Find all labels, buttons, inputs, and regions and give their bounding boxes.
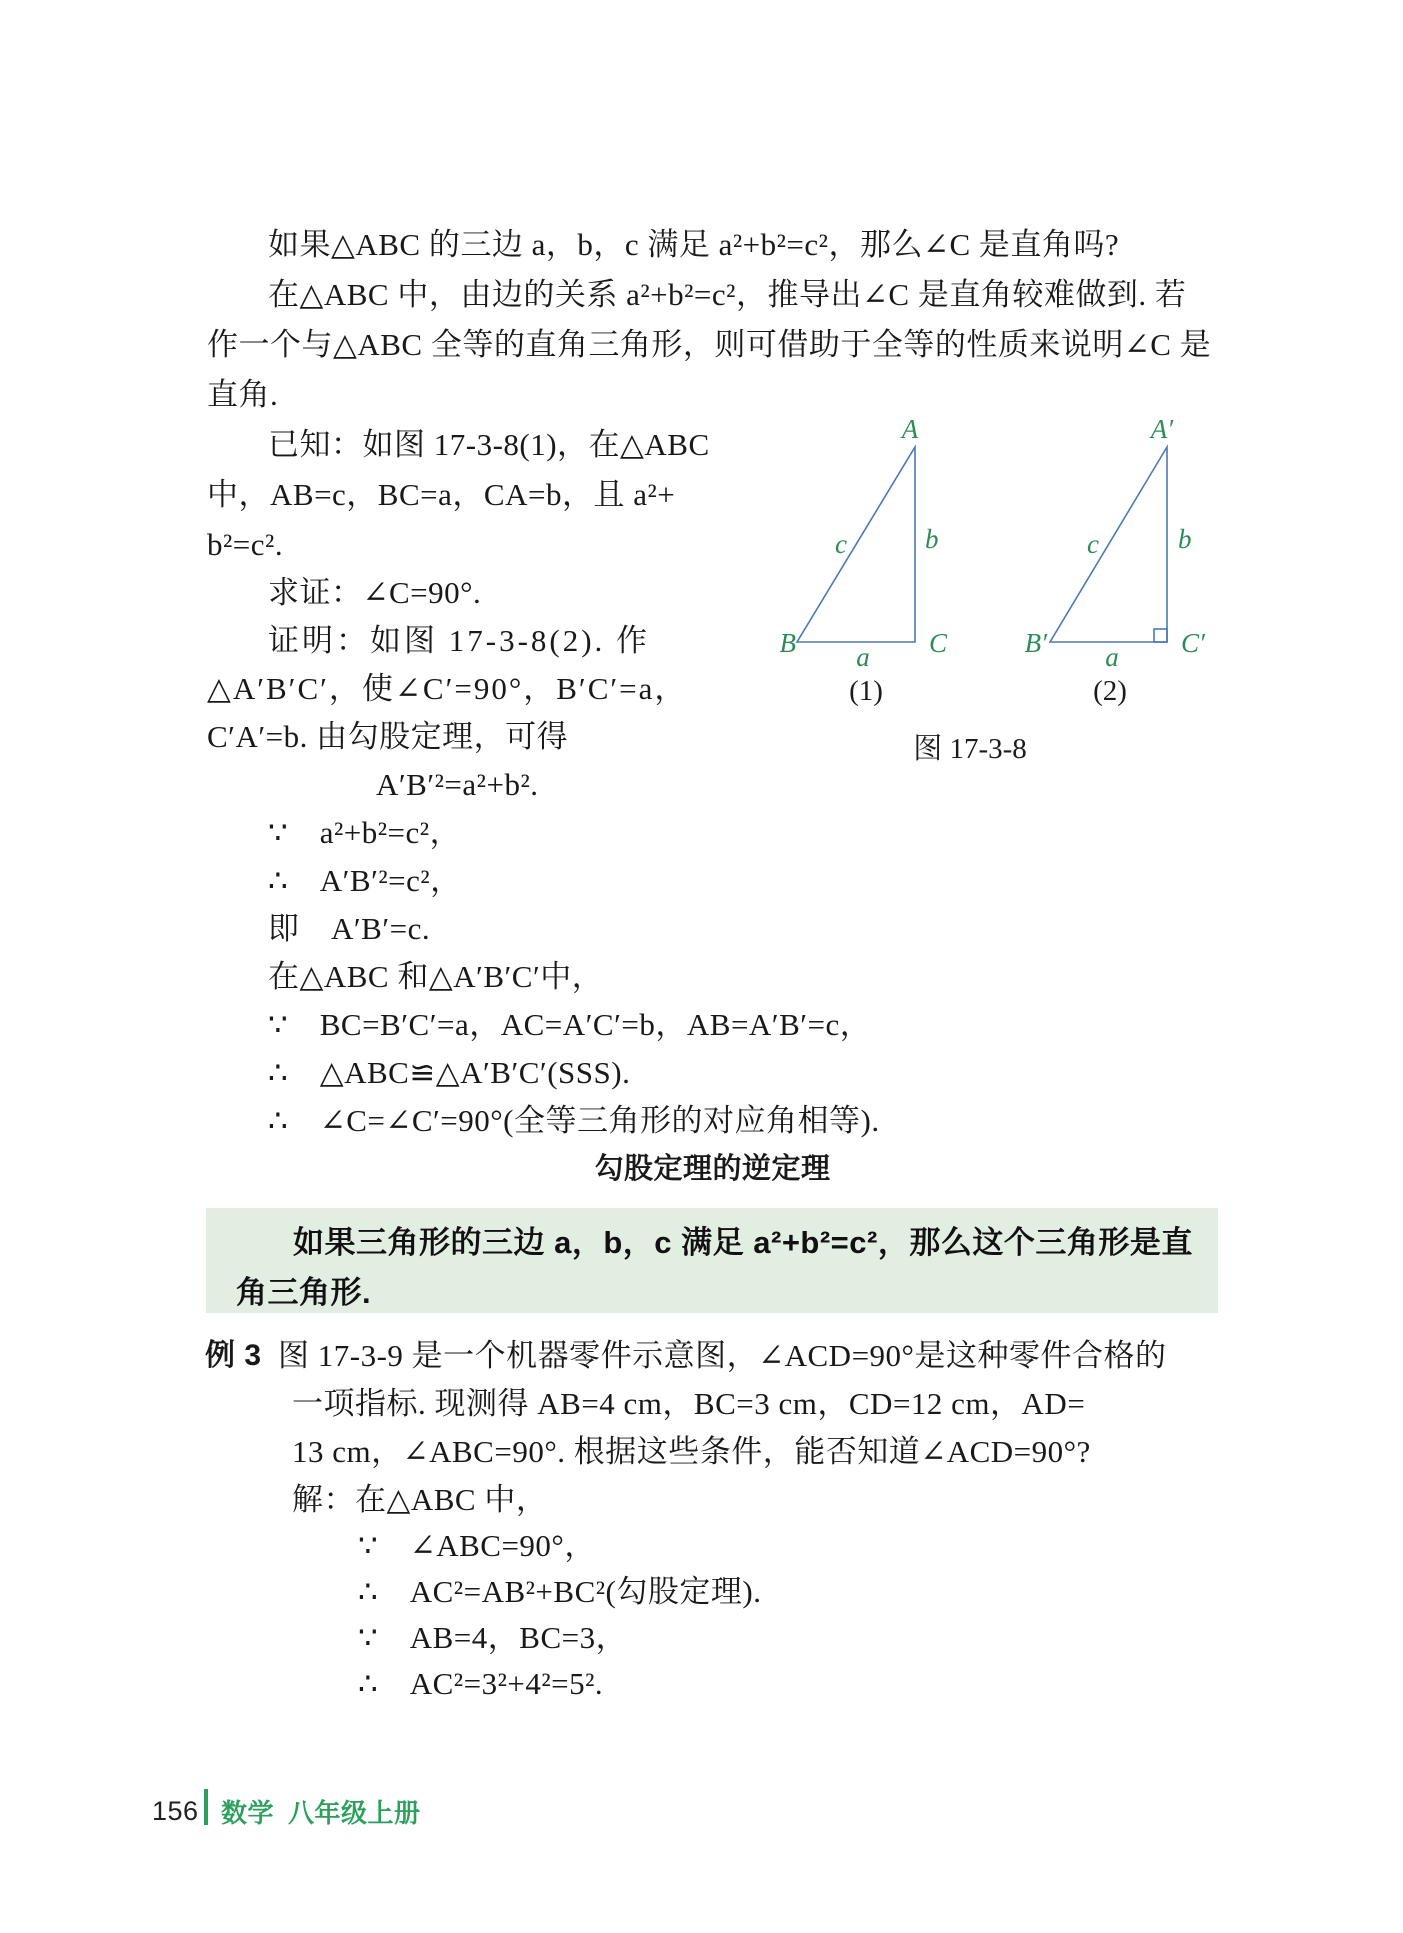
triangle-abc-outline xyxy=(797,447,915,642)
side-label-b: b xyxy=(925,524,939,554)
proof-step: ∴ ∠C=∠C′=90°(全等三角形的对应角相等). xyxy=(268,1103,880,1138)
example-solution-line: ∵ AB=4，BC=3， xyxy=(358,1620,628,1655)
proof-intro-line: 证明：如图 17-3-8(2). 作 xyxy=(268,623,651,658)
proof-step: ∵ BC=B′C′=a，AC=A′C′=b，AB=A′B′=c， xyxy=(268,1007,872,1042)
example-problem-line: 一项指标. 现测得 AB=4 cm，BC=3 cm，CD=12 cm，AD= xyxy=(292,1386,1086,1421)
proof-step: ∴ A′B′²=c²， xyxy=(268,863,462,898)
given-line: b²=c². xyxy=(207,527,284,562)
example-solution-line: ∴ AC²=AB²+BC²(勾股定理). xyxy=(358,1574,762,1609)
example-solution-line: 解：在△ABC 中， xyxy=(292,1482,548,1517)
figure-17-3-8 xyxy=(760,410,1240,775)
side-label-c-prime: c xyxy=(1087,529,1099,559)
side-label-c: c xyxy=(835,529,847,559)
example-solution-line: ∵ ∠ABC=90°， xyxy=(358,1528,596,1563)
intro-line: 如果△ABC 的三边 a，b，c 满足 a²+b²=c²，那么∠C 是直角吗? xyxy=(268,227,1120,262)
vertex-label-a: A xyxy=(901,414,919,444)
theorem-box xyxy=(206,1208,1218,1313)
side-label-a: a xyxy=(856,642,870,672)
proof-step: ∴ △ABC≌△A′B′C′(SSS). xyxy=(268,1055,631,1090)
example-problem-line: 图 17-3-9 是一个机器零件示意图，∠ACD=90°是这种零件合格的 xyxy=(278,1338,1167,1373)
theorem-heading: 勾股定理的逆定理 xyxy=(594,1153,831,1185)
theorem-statement-line: 角三角形. xyxy=(236,1275,372,1310)
vertex-label-b-prime: B′ xyxy=(1024,628,1047,658)
subfigure-2-label: (2) xyxy=(1093,675,1127,707)
proof-intro-line: △A′B′C′，使∠C′=90°，B′C′=a， xyxy=(207,671,688,706)
vertex-label-c-prime: C′ xyxy=(1181,628,1205,658)
vertex-label-a-prime: A′ xyxy=(1150,414,1174,444)
example-label: 例 3 xyxy=(205,1339,262,1372)
prove-line: 求证：∠C=90°. xyxy=(268,575,482,610)
intro-line: 在△ABC 中，由边的关系 a²+b²=c²，推导出∠C 是直角较难做到. 若 xyxy=(268,277,1187,312)
footer-divider xyxy=(204,1789,208,1825)
footer-subject: 数学 xyxy=(221,1798,275,1828)
figure-caption: 图 17-3-8 xyxy=(913,733,1027,765)
proof-step: 即 A′B′=c. xyxy=(268,911,431,946)
proof-intro-line: C′A′=b. 由勾股定理，可得 xyxy=(207,719,569,754)
intro-line: 直角. xyxy=(207,377,279,412)
proof-formula: A′B′²=a²+b². xyxy=(376,767,539,802)
given-line: 中，AB=c，BC=a，CA=b，且 a²+ xyxy=(207,477,676,512)
side-label-a-prime: a xyxy=(1105,642,1119,672)
example-solution-line: ∴ AC²=3²+4²=5². xyxy=(358,1666,604,1701)
example-problem-line: 13 cm，∠ABC=90°. 根据这些条件，能否知道∠ACD=90°? xyxy=(292,1434,1091,1469)
proof-step: 在△ABC 和△A′B′C′中， xyxy=(268,959,604,994)
footer-volume: 八年级上册 xyxy=(288,1798,421,1828)
proof-step: ∵ a²+b²=c²， xyxy=(268,815,462,850)
intro-line: 作一个与△ABC 全等的直角三角形，则可借助于全等的性质来说明∠C 是 xyxy=(207,327,1212,362)
subfigure-1-label: (1) xyxy=(849,675,883,707)
vertex-label-b: B xyxy=(779,628,796,658)
given-line: 已知：如图 17-3-8(1)，在△ABC xyxy=(268,427,710,462)
page-number: 156 xyxy=(152,1796,199,1826)
side-label-b-prime: b xyxy=(1178,524,1192,554)
right-angle-marker xyxy=(1154,629,1167,642)
triangle-a1b1c1-outline xyxy=(1050,447,1167,642)
vertex-label-c: C xyxy=(929,628,948,658)
theorem-statement-line: 如果三角形的三边 a，b，c 满足 a²+b²=c²，那么这个三角形是直 xyxy=(293,1225,1193,1260)
